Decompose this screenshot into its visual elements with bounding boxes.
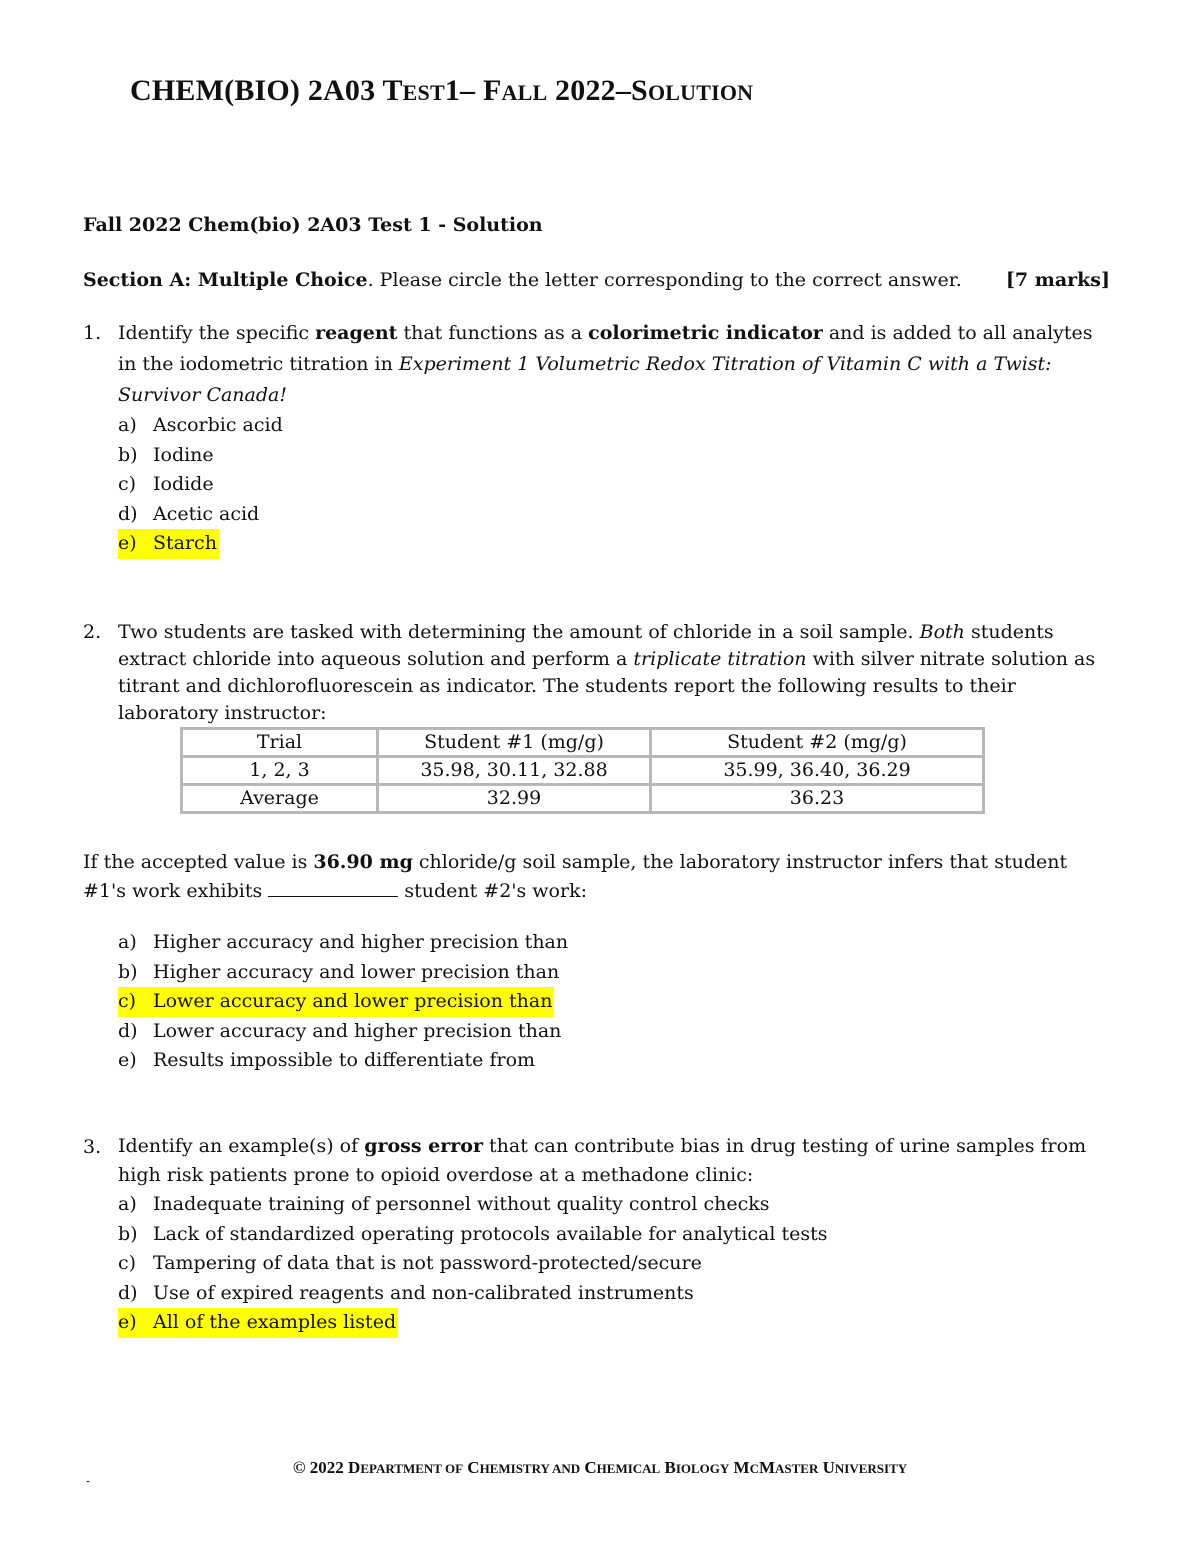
question-number: 2. xyxy=(83,621,102,643)
page-footer: © 2022 DEPARTMENT OF CHEMISTRY AND CHEMICAL BIOLOGY MCMASTER UNIVERSITY xyxy=(292,1458,908,1477)
option-e[interactable]: e) Results impossible to differentiate from xyxy=(118,1049,536,1071)
option-a[interactable]: a) Ascorbic acid xyxy=(118,414,283,436)
question-2-followup: If the accepted value is 36.90 mg chloride/g soil sample, the laboratory instructor infers that student #1's work exhibits student #2's work: xyxy=(83,851,1068,902)
table-header: Student #2 (mg/g) xyxy=(651,729,984,757)
question-stem: Two students are tasked with determining the amount of chloride in a soil sample. Both students extract chloride into aqueous solution and perform a triplicate titration with silver nitrate solution as titrant and dichlorofluorescein as indicator. The students report the following results to their laboratory instructor: xyxy=(118,621,1096,724)
option-e-correct-answer[interactable] xyxy=(118,1308,1113,1338)
question-stem: Identify an example(s) of gross error that can contribute bias in drug testing of urine samples from high risk patients prone to opioid overdose at a methadone clinic: xyxy=(118,1135,1087,1186)
option-list xyxy=(83,928,1113,1076)
stray-mark: - xyxy=(86,1474,91,1488)
section-label: Section A: Multiple Choice xyxy=(83,269,368,291)
answer-blank xyxy=(268,876,398,897)
table-cell: 35.98, 30.11, 32.88 xyxy=(378,757,651,785)
question-1 xyxy=(83,318,1113,559)
table-row xyxy=(182,785,984,813)
answer-highlight: e) Starch xyxy=(118,529,219,559)
option-b[interactable]: b) Iodine xyxy=(118,443,214,466)
option-a[interactable]: a) Inadequate training of personnel without quality control checks xyxy=(118,1193,770,1215)
answer-highlight: c) Lower accuracy and lower precision than xyxy=(118,987,554,1017)
table-cell: 1, 2, 3 xyxy=(182,757,378,785)
option-d[interactable]: d) Lower accuracy and higher precision than xyxy=(118,1019,562,1042)
option-c[interactable]: c) Iodide xyxy=(118,473,214,495)
question-2 xyxy=(83,619,1113,727)
results-table xyxy=(180,727,985,814)
table-header: Student #1 (mg/g) xyxy=(378,729,651,757)
option-list xyxy=(83,411,1113,559)
option-list xyxy=(83,1190,1113,1338)
question-number: 3. xyxy=(83,1136,102,1158)
table-cell: Average xyxy=(182,785,378,813)
question-2-options xyxy=(83,928,1113,1076)
table-cell: 32.99 xyxy=(378,785,651,813)
section-marks: [7 marks] xyxy=(1005,269,1110,291)
option-a[interactable]: a) Higher accuracy and higher precision than xyxy=(118,931,569,953)
table-cell: 35.99, 36.40, 36.29 xyxy=(651,757,984,785)
table-row xyxy=(182,757,984,785)
option-b[interactable]: b) Lack of standardized operating protocols available for analytical tests xyxy=(118,1222,828,1245)
question-stem: Identify the specific reagent that functions as a colorimetric indicator and is added to all analytes in the iodometric titration in Experiment 1 Volumetric Redox Titration of Vitamin C with a Twist: Survivor Canada! xyxy=(118,322,1093,406)
option-b[interactable]: b) Higher accuracy and lower precision than xyxy=(118,960,560,983)
option-e-correct-answer[interactable] xyxy=(118,529,1113,559)
table-header-row xyxy=(182,729,984,757)
table-header: Trial xyxy=(182,729,378,757)
question-number: 1. xyxy=(83,322,102,344)
section-instruction: . Please circle the letter corresponding to the correct answer. xyxy=(367,269,962,291)
section-a-header xyxy=(83,269,1110,291)
document-title: CHEM(BIO) 2A03 TEST1– FALL 2022–SOLUTION xyxy=(130,74,754,107)
answer-highlight: e) All of the examples listed xyxy=(118,1308,398,1338)
option-d[interactable]: d) Use of expired reagents and non-calibrated instruments xyxy=(118,1281,694,1304)
question-3 xyxy=(83,1132,1113,1338)
option-d[interactable]: d) Acetic acid xyxy=(118,502,260,525)
table-cell: 36.23 xyxy=(651,785,984,813)
option-c[interactable]: c) Tampering of data that is not password-protected/secure xyxy=(118,1252,702,1274)
document-subtitle: Fall 2022 Chem(bio) 2A03 Test 1 - Solution xyxy=(83,214,543,236)
option-c-correct-answer[interactable] xyxy=(118,987,1113,1017)
